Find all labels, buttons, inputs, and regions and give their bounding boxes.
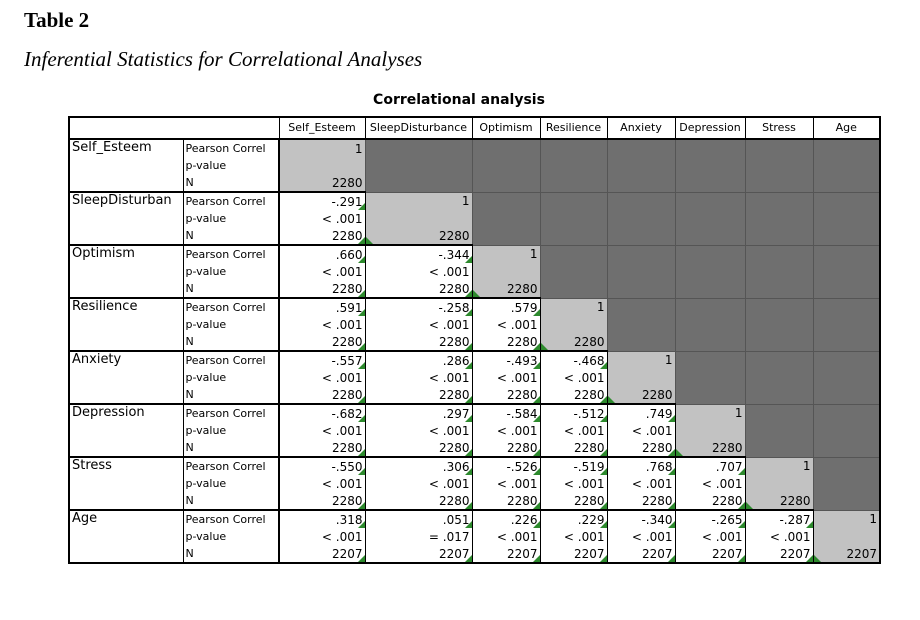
- masked-cell: [813, 174, 880, 192]
- stat-cell: 2280: [365, 386, 472, 404]
- masked-cell: [813, 316, 880, 333]
- masked-cell: [745, 263, 813, 280]
- stat-cell: 2280: [365, 227, 472, 245]
- statistic-label: N: [183, 280, 279, 298]
- statistic-label: N: [183, 333, 279, 351]
- stat-cell: 2280: [279, 386, 365, 404]
- masked-cell: [745, 174, 813, 192]
- stat-cell: .749: [607, 404, 675, 422]
- stat-cell: = .017: [365, 528, 472, 545]
- table-row: [69, 263, 880, 280]
- table-row: [69, 492, 880, 510]
- stat-cell: < .001: [279, 263, 365, 280]
- masked-cell: [675, 351, 745, 369]
- stat-cell: .051: [365, 510, 472, 528]
- stat-cell: < .001: [607, 475, 675, 492]
- stat-cell: -.512: [540, 404, 607, 422]
- stat-cell: < .001: [472, 528, 540, 545]
- masked-cell: [675, 139, 745, 157]
- stat-cell: 2207: [540, 545, 607, 563]
- masked-cell: [540, 280, 607, 298]
- table-row: [69, 280, 880, 298]
- masked-cell: [607, 263, 675, 280]
- masked-cell: [365, 174, 472, 192]
- column-header: Depression: [675, 117, 745, 139]
- stat-cell: 2280: [675, 439, 745, 457]
- variable-label: [69, 227, 183, 245]
- variable-label: [69, 386, 183, 404]
- masked-cell: [745, 245, 813, 263]
- stat-cell: < .001: [540, 475, 607, 492]
- stat-cell: 2280: [365, 333, 472, 351]
- variable-label: Depression: [69, 404, 183, 422]
- stat-cell: .707: [675, 457, 745, 475]
- statistic-label: p-value: [183, 157, 279, 174]
- stat-cell: 2280: [365, 492, 472, 510]
- table-row: [69, 510, 880, 528]
- variable-label: [69, 492, 183, 510]
- stat-cell: 2280: [472, 280, 540, 298]
- masked-cell: [745, 280, 813, 298]
- header-corner: [69, 117, 183, 139]
- stat-cell: -.265: [675, 510, 745, 528]
- table-row: [69, 174, 880, 192]
- masked-cell: [745, 333, 813, 351]
- stat-cell: .286: [365, 351, 472, 369]
- stat-cell: 2280: [365, 280, 472, 298]
- statistic-label: Pearson Correl: [183, 298, 279, 316]
- masked-cell: [607, 210, 675, 227]
- statistic-label: p-value: [183, 316, 279, 333]
- stat-cell: < .001: [279, 528, 365, 545]
- stat-cell: -.287: [745, 510, 813, 528]
- variable-label: [69, 157, 183, 174]
- masked-cell: [540, 157, 607, 174]
- variable-label: [69, 475, 183, 492]
- masked-cell: [675, 263, 745, 280]
- masked-cell: [813, 404, 880, 422]
- masked-cell: [745, 210, 813, 227]
- masked-cell: [607, 333, 675, 351]
- stat-cell: 2280: [607, 386, 675, 404]
- stat-cell: -.258: [365, 298, 472, 316]
- masked-cell: [540, 192, 607, 210]
- stat-cell: 2280: [472, 439, 540, 457]
- stat-cell: < .001: [607, 528, 675, 545]
- variable-label: Self_Esteem: [69, 139, 183, 157]
- statistic-label: Pearson Correl: [183, 404, 279, 422]
- masked-cell: [745, 404, 813, 422]
- stat-cell: < .001: [365, 263, 472, 280]
- table-row: [69, 351, 880, 369]
- variable-label: [69, 422, 183, 439]
- table-row: [69, 157, 880, 174]
- masked-cell: [675, 333, 745, 351]
- masked-cell: [745, 192, 813, 210]
- masked-cell: [813, 298, 880, 316]
- masked-cell: [813, 492, 880, 510]
- stat-cell: .229: [540, 510, 607, 528]
- table-row: [69, 227, 880, 245]
- variable-label: [69, 263, 183, 280]
- stat-cell: 2280: [607, 492, 675, 510]
- masked-cell: [365, 139, 472, 157]
- masked-cell: [745, 386, 813, 404]
- statistic-label: Pearson Correl: [183, 510, 279, 528]
- stat-cell: 2280: [607, 439, 675, 457]
- stat-cell: < .001: [540, 528, 607, 545]
- variable-label: [69, 210, 183, 227]
- stat-cell: -.340: [607, 510, 675, 528]
- table-row: [69, 139, 880, 157]
- masked-cell: [675, 386, 745, 404]
- masked-cell: [607, 174, 675, 192]
- variable-label: [69, 545, 183, 563]
- stat-cell: 2207: [813, 545, 880, 563]
- masked-cell: [675, 280, 745, 298]
- masked-cell: [813, 263, 880, 280]
- table-caption: Inferential Statistics for Correlational Analyses: [24, 47, 423, 71]
- variable-label: Resilience: [69, 298, 183, 316]
- stat-cell: .768: [607, 457, 675, 475]
- stat-cell: .226: [472, 510, 540, 528]
- stat-cell: < .001: [472, 316, 540, 333]
- stat-cell: < .001: [675, 528, 745, 545]
- masked-cell: [813, 457, 880, 475]
- stat-cell: < .001: [540, 422, 607, 439]
- stat-cell: 1: [540, 298, 607, 316]
- stat-cell: -.493: [472, 351, 540, 369]
- statistic-label: N: [183, 386, 279, 404]
- masked-cell: [540, 210, 607, 227]
- masked-cell: [675, 369, 745, 386]
- masked-cell: [813, 333, 880, 351]
- stat-cell: [365, 210, 472, 227]
- masked-cell: [607, 245, 675, 263]
- masked-cell: [540, 174, 607, 192]
- stat-cell: 1: [279, 139, 365, 157]
- stat-cell: 2280: [279, 174, 365, 192]
- masked-cell: [745, 227, 813, 245]
- stat-cell: 2207: [472, 545, 540, 563]
- statistic-label: p-value: [183, 528, 279, 545]
- column-header: Optimism: [472, 117, 540, 139]
- stat-cell: [279, 157, 365, 174]
- table-row: [69, 333, 880, 351]
- masked-cell: [540, 263, 607, 280]
- table-row: [69, 457, 880, 475]
- header-row: [69, 117, 880, 139]
- masked-cell: [607, 298, 675, 316]
- stat-cell: -.344: [365, 245, 472, 263]
- masked-cell: [813, 192, 880, 210]
- masked-cell: [675, 227, 745, 245]
- table-row: [69, 192, 880, 210]
- stat-cell: 1: [365, 192, 472, 210]
- table-row: [69, 316, 880, 333]
- stat-cell: < .001: [675, 475, 745, 492]
- variable-label: Anxiety: [69, 351, 183, 369]
- table-row: [69, 369, 880, 386]
- column-header: Resilience: [540, 117, 607, 139]
- stat-cell: [813, 528, 880, 545]
- masked-cell: [813, 386, 880, 404]
- stat-cell: 2280: [675, 492, 745, 510]
- table-row: [69, 386, 880, 404]
- stat-cell: < .001: [365, 422, 472, 439]
- stat-cell: < .001: [279, 422, 365, 439]
- stat-cell: 2280: [540, 492, 607, 510]
- masked-cell: [607, 280, 675, 298]
- stat-cell: < .001: [540, 369, 607, 386]
- variable-label: [69, 369, 183, 386]
- statistic-label: p-value: [183, 369, 279, 386]
- stat-cell: 2280: [365, 439, 472, 457]
- header-corner: [183, 117, 279, 139]
- masked-cell: [745, 316, 813, 333]
- statistic-label: Pearson Correl: [183, 192, 279, 210]
- stat-cell: -.468: [540, 351, 607, 369]
- statistic-label: Pearson Correl: [183, 245, 279, 263]
- masked-cell: [675, 157, 745, 174]
- masked-cell: [607, 227, 675, 245]
- masked-cell: [472, 157, 540, 174]
- column-header: Age: [813, 117, 880, 139]
- stat-cell: 2280: [540, 333, 607, 351]
- stat-cell: .318: [279, 510, 365, 528]
- variable-label: [69, 280, 183, 298]
- stat-cell: 1: [813, 510, 880, 528]
- table-row: [69, 210, 880, 227]
- statistic-label: Pearson Correl: [183, 351, 279, 369]
- stat-cell: < .001: [279, 475, 365, 492]
- masked-cell: [813, 157, 880, 174]
- stat-cell: 2280: [279, 227, 365, 245]
- variable-label: SleepDisturban: [69, 192, 183, 210]
- stat-cell: 2280: [472, 333, 540, 351]
- masked-cell: [675, 245, 745, 263]
- statistic-label: N: [183, 174, 279, 192]
- masked-cell: [472, 139, 540, 157]
- table-row: [69, 298, 880, 316]
- stat-cell: 2280: [279, 280, 365, 298]
- variable-label: Optimism: [69, 245, 183, 263]
- masked-cell: [745, 439, 813, 457]
- stat-cell: -.557: [279, 351, 365, 369]
- table-row: [69, 528, 880, 545]
- masked-cell: [607, 139, 675, 157]
- variable-label: [69, 333, 183, 351]
- stat-cell: 2207: [675, 545, 745, 563]
- masked-cell: [813, 245, 880, 263]
- masked-cell: [675, 316, 745, 333]
- stat-cell: [472, 263, 540, 280]
- stat-cell: < .001: [365, 369, 472, 386]
- masked-cell: [813, 475, 880, 492]
- stat-cell: 2280: [472, 386, 540, 404]
- column-header: Self_Esteem: [279, 117, 365, 139]
- stat-cell: 2280: [540, 439, 607, 457]
- stat-cell: < .001: [279, 210, 365, 227]
- table-row: [69, 475, 880, 492]
- stat-cell: .306: [365, 457, 472, 475]
- masked-cell: [675, 174, 745, 192]
- stat-cell: 2280: [279, 333, 365, 351]
- stat-cell: < .001: [472, 369, 540, 386]
- stat-cell: < .001: [472, 422, 540, 439]
- masked-cell: [607, 316, 675, 333]
- masked-cell: [472, 192, 540, 210]
- stat-cell: < .001: [607, 422, 675, 439]
- stat-cell: < .001: [279, 369, 365, 386]
- column-header: Anxiety: [607, 117, 675, 139]
- stat-cell: < .001: [472, 475, 540, 492]
- table-row: [69, 545, 880, 563]
- masked-cell: [540, 139, 607, 157]
- masked-cell: [540, 227, 607, 245]
- masked-cell: [607, 192, 675, 210]
- stat-cell: .297: [365, 404, 472, 422]
- masked-cell: [472, 227, 540, 245]
- masked-cell: [607, 157, 675, 174]
- statistic-label: p-value: [183, 422, 279, 439]
- statistic-label: Pearson Correl: [183, 139, 279, 157]
- masked-cell: [675, 192, 745, 210]
- masked-cell: [813, 210, 880, 227]
- masked-cell: [813, 422, 880, 439]
- statistic-label: N: [183, 545, 279, 563]
- stat-cell: 2207: [607, 545, 675, 563]
- variable-label: Stress: [69, 457, 183, 475]
- stat-cell: < .001: [745, 528, 813, 545]
- masked-cell: [675, 210, 745, 227]
- stat-cell: -.682: [279, 404, 365, 422]
- stat-cell: .660: [279, 245, 365, 263]
- stat-cell: [540, 316, 607, 333]
- stat-cell: 2207: [745, 545, 813, 563]
- stat-cell: < .001: [279, 316, 365, 333]
- statistic-label: p-value: [183, 263, 279, 280]
- masked-cell: [540, 245, 607, 263]
- stat-cell: -.526: [472, 457, 540, 475]
- stat-cell: < .001: [365, 316, 472, 333]
- variable-label: [69, 528, 183, 545]
- statistic-label: N: [183, 227, 279, 245]
- masked-cell: [813, 351, 880, 369]
- masked-cell: [675, 298, 745, 316]
- statistic-label: N: [183, 492, 279, 510]
- stat-cell: 2280: [279, 492, 365, 510]
- sheet-title: Correlational analysis: [373, 92, 545, 108]
- table-row: [69, 422, 880, 439]
- stat-cell: .591: [279, 298, 365, 316]
- stat-cell: 2207: [365, 545, 472, 563]
- variable-label: [69, 174, 183, 192]
- masked-cell: [745, 351, 813, 369]
- masked-cell: [745, 139, 813, 157]
- statistic-label: p-value: [183, 210, 279, 227]
- statistic-label: N: [183, 439, 279, 457]
- masked-cell: [472, 174, 540, 192]
- masked-cell: [745, 298, 813, 316]
- masked-cell: [813, 280, 880, 298]
- statistic-label: Pearson Correl: [183, 457, 279, 475]
- masked-cell: [745, 369, 813, 386]
- masked-cell: [745, 422, 813, 439]
- stat-cell: 1: [745, 457, 813, 475]
- stat-cell: 1: [607, 351, 675, 369]
- stat-cell: 2280: [279, 439, 365, 457]
- masked-cell: [472, 210, 540, 227]
- stat-cell: 1: [472, 245, 540, 263]
- table-row: [69, 439, 880, 457]
- stat-cell: 2280: [540, 386, 607, 404]
- stat-cell: 2207: [279, 545, 365, 563]
- stat-cell: 2280: [472, 492, 540, 510]
- stat-cell: [745, 475, 813, 492]
- column-header: SleepDisturbance: [365, 117, 472, 139]
- table-row: [69, 245, 880, 263]
- masked-cell: [745, 157, 813, 174]
- stat-cell: < .001: [365, 475, 472, 492]
- stat-cell: 2280: [745, 492, 813, 510]
- masked-cell: [813, 139, 880, 157]
- stat-cell: [675, 422, 745, 439]
- masked-cell: [813, 439, 880, 457]
- stat-cell: -.291: [279, 192, 365, 210]
- stat-cell: .579: [472, 298, 540, 316]
- masked-cell: [813, 227, 880, 245]
- stat-cell: [607, 369, 675, 386]
- stat-cell: -.550: [279, 457, 365, 475]
- table-number: Table 2: [24, 8, 90, 32]
- statistic-label: p-value: [183, 475, 279, 492]
- masked-cell: [813, 369, 880, 386]
- variable-label: [69, 316, 183, 333]
- table-row: [69, 404, 880, 422]
- variable-label: [69, 439, 183, 457]
- stat-cell: -.519: [540, 457, 607, 475]
- column-header: Stress: [745, 117, 813, 139]
- stat-cell: -.584: [472, 404, 540, 422]
- correlation-table: [68, 116, 881, 564]
- variable-label: Age: [69, 510, 183, 528]
- stat-cell: 1: [675, 404, 745, 422]
- masked-cell: [365, 157, 472, 174]
